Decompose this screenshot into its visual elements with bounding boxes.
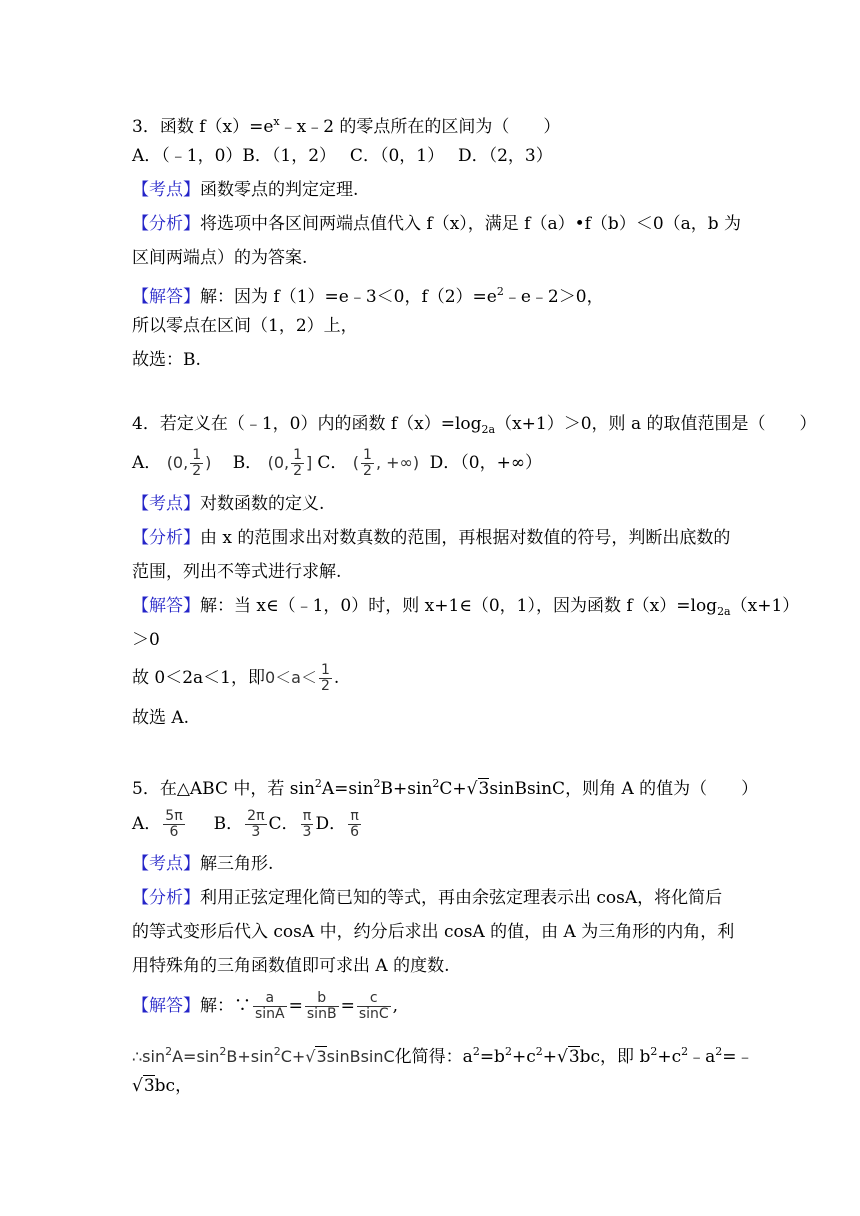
q4-answer: 故选 A.: [132, 708, 190, 728]
fenxi-tag: 【分析】: [132, 528, 200, 548]
jieda-tag: 【解答】: [132, 596, 200, 616]
q5-fenxi-cont-2: 用特殊角的三角函数值即可求出 A 的度数.: [132, 956, 450, 976]
q4-stem: 4．若定义在（﹣1，0）内的函数 $f(x)=\log_{2a}(x+1)>0$，则 a 的取值范围是（ ）: [132, 414, 817, 436]
kaodian-tag: 【考点】: [132, 494, 200, 514]
q4-jieda-cont: ＞0: [132, 630, 160, 650]
q5-jieda: 【解答】解：∵ $\frac{a}{\sin A}$ = $\frac{b}{\sin B}$ = $\frac{c}{\sin C}$ ,: [132, 990, 399, 1022]
fenxi-tag: 【分析】: [132, 214, 200, 234]
q5-option-b-formula: $\frac{2\pi}{3}$: [247, 808, 265, 840]
q5-simplify-cont: √3bc，: [132, 1076, 193, 1096]
sine-law-fraction-c: $\frac{c}{\sin C}$: [358, 990, 389, 1022]
q5-fenxi-cont-1: 的等式变形后代入 cosA 中，约分后求出 cosA 的值，由 A 为三角形的内角，利: [132, 922, 735, 942]
q5-kaodian: 【考点】解三角形.: [132, 854, 274, 874]
q5-fenxi: 【分析】利用正弦定理化简已知的等式，再由余弦定理表示出 cosA，将化简后: [132, 888, 723, 908]
q5-equation-formula: $\therefore\sin^2A=\sin^2B+\sin^2C+√3sinBsinC$: [132, 1047, 395, 1066]
q5-option-a-formula: $\frac{5\pi}{6}$: [165, 808, 183, 840]
q4-options: A． (0, $\frac{1}{2}$ ) B． (0, $\frac{1}{2}$ ] C． ( $\frac{1}{2}$ , +∞) D．（0，+∞）: [132, 447, 542, 479]
sine-law-fraction-a: $\frac{a}{\sin A}$: [255, 990, 285, 1022]
sqrt-symbol: √3: [305, 1047, 327, 1066]
q3-options: A．（﹣1，0）B．（1，2） C．（0，1） D．（2，3）: [132, 146, 553, 166]
kaodian-tag: 【考点】: [132, 854, 200, 874]
q4-solution-line: 故 0＜2a＜1，即0＜a＜ $\frac{1}{2}$ .: [132, 662, 340, 694]
q3-jieda: 【解答】解：因为 f（1）=e﹣3＜0，$f(2)=e^2﹣e﹣2>0$，: [132, 285, 604, 307]
q3-stem: 3．函数 $f(x)=e^x﹣x﹣2$ 的零点所在的区间为（ ）: [132, 115, 561, 137]
q4-fenxi: 【分析】由 x 的范围求出对数真数的范围，再根据对数值的符号，判断出底数的: [132, 528, 731, 548]
sqrt-symbol: √3: [556, 1047, 580, 1067]
q3-solution-line: 所以零点在区间（1，2）上，: [132, 316, 358, 336]
q3-fenxi: 【分析】将选项中各区间两端点值代入 f（x），满足 f（a）•f（b）＜0（a，b 为: [132, 214, 742, 234]
sqrt-symbol: √3: [132, 1076, 155, 1096]
q4-kaodian: 【考点】对数函数的定义.: [132, 494, 325, 514]
q5-simplify-line: $\therefore\sin^2A=\sin^2B+\sin^2C+√3sinBsinC$化简得：$a^2=b^2+c^2+√3bc$，即 $b^2+c^2﹣a^2=﹣$: [132, 1045, 754, 1067]
sqrt-symbol: √3: [466, 779, 490, 799]
q5-option-d-formula: $\frac{\pi}{6}$: [350, 808, 359, 840]
q4-option-a-formula: (0, $\frac{1}{2}$ ): [166, 447, 212, 479]
q4-option-b-formula: (0, $\frac{1}{2}$ ]: [267, 447, 313, 479]
kaodian-tag: 【考点】: [132, 180, 200, 200]
q3-answer: 故选：B.: [132, 350, 201, 370]
q4-option-c-formula: ( $\frac{1}{2}$ , +∞): [352, 447, 420, 479]
jieda-tag: 【解答】: [132, 996, 200, 1016]
jieda-tag: 【解答】: [132, 287, 200, 307]
sine-law-fraction-b: $\frac{b}{\sin B}$: [306, 990, 337, 1022]
q5-options: A． $\frac{5\pi}{6}$ B． $\frac{2\pi}{3}$ C． $\frac{\pi}{3}$ D． $\frac{\pi}{6}$: [132, 808, 359, 840]
q5-stem: 5．在△ABC 中，若 $\sin^2A=\sin^2B+\sin^2C+√3sinBsinC$，则角 A 的值为（ ）: [132, 777, 759, 799]
q4-inequality-formula: 0＜a＜ $\frac{1}{2}$: [265, 662, 330, 694]
q4-fenxi-cont: 范围，列出不等式进行求解.: [132, 562, 342, 582]
q4-jieda: 【解答】解：当 x∈（﹣1，0）时，则 x+1∈（0，1），因为函数 $f(x)=\log_{2a}(x+1)$: [132, 596, 800, 618]
q5-option-c-formula: $\frac{\pi}{3}$: [302, 808, 312, 840]
q3-fenxi-cont: 区间两端点）的为答案.: [132, 248, 308, 268]
fenxi-tag: 【分析】: [132, 888, 200, 908]
q3-kaodian: 【考点】函数零点的判定定理.: [132, 180, 359, 200]
